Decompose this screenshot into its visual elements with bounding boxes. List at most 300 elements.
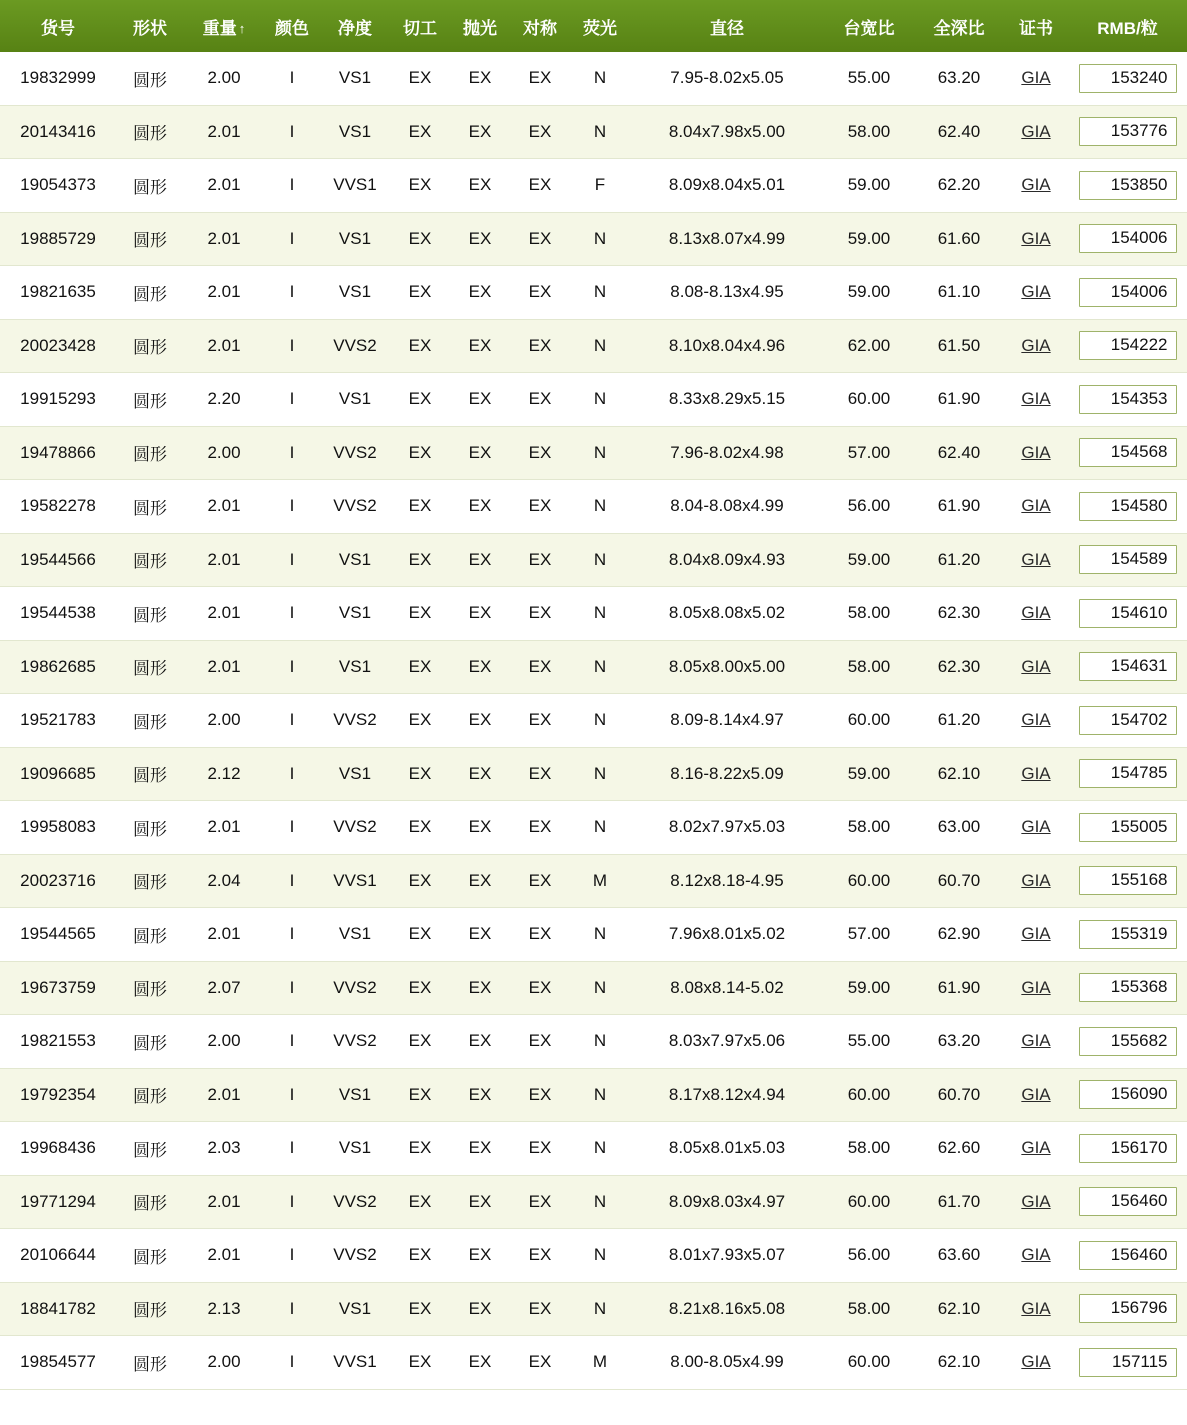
cell-weight: 2.01 — [184, 480, 264, 534]
cell-shape: 圆形 — [116, 854, 184, 908]
certificate-link[interactable]: GIA — [1021, 389, 1051, 409]
cell-table-pct: 56.00 — [824, 480, 914, 534]
cell-dimensions: 7.96-8.02x4.98 — [630, 426, 824, 480]
certificate-link[interactable]: GIA — [1021, 1245, 1051, 1265]
cell-fluorescence: F — [570, 159, 630, 213]
cell-depth-pct: 61.90 — [914, 961, 1004, 1015]
cell-symmetry: EX — [510, 854, 570, 908]
cell-certificate — [1004, 266, 1068, 320]
cell-symmetry: EX — [510, 747, 570, 801]
cell-id: 19544538 — [0, 587, 116, 641]
cell-color: I — [264, 52, 320, 105]
cell-price — [1068, 1229, 1187, 1283]
price-value: 154589 — [1079, 545, 1177, 574]
cell-cut: EX — [390, 1122, 450, 1176]
cell-cut: EX — [390, 426, 450, 480]
cell-fluorescence: N — [570, 1122, 630, 1176]
cell-symmetry: EX — [510, 1282, 570, 1336]
table-row[interactable] — [0, 747, 1187, 801]
cell-clarity: VVS1 — [320, 854, 390, 908]
certificate-link[interactable]: GIA — [1021, 710, 1051, 730]
cell-symmetry: EX — [510, 908, 570, 962]
column-header-color[interactable] — [264, 0, 320, 52]
certificate-link[interactable]: GIA — [1021, 870, 1051, 890]
cell-polish: EX — [450, 961, 510, 1015]
cell-symmetry: EX — [510, 694, 570, 748]
cell-cut: EX — [390, 908, 450, 962]
column-header-color-label: 颜色 — [275, 18, 309, 38]
cell-dimensions: 8.04x7.98x5.00 — [630, 105, 824, 159]
cell-fluorescence: N — [570, 1068, 630, 1122]
cell-shape: 圆形 — [116, 105, 184, 159]
cell-clarity: VS1 — [320, 105, 390, 159]
cell-depth-pct: 60.70 — [914, 1068, 1004, 1122]
cell-price — [1068, 961, 1187, 1015]
cell-price — [1068, 854, 1187, 908]
cell-dimensions: 8.17x8.12x4.94 — [630, 1068, 824, 1122]
cell-weight: 2.00 — [184, 1015, 264, 1069]
certificate-link[interactable]: GIA — [1021, 924, 1051, 944]
cell-fluorescence: N — [570, 640, 630, 694]
cell-certificate — [1004, 1122, 1068, 1176]
cell-clarity: VVS2 — [320, 1015, 390, 1069]
cell-fluorescence: N — [570, 480, 630, 534]
cell-id: 19673759 — [0, 961, 116, 1015]
cell-depth-pct: 61.70 — [914, 1175, 1004, 1229]
column-header-price-label: RMB/粒 — [1097, 18, 1158, 38]
cell-certificate — [1004, 373, 1068, 427]
column-header-fluorescence[interactable] — [570, 0, 630, 52]
cell-fluorescence: M — [570, 1336, 630, 1390]
cell-dimensions: 8.16-8.22x5.09 — [630, 747, 824, 801]
cell-polish: EX — [450, 1015, 510, 1069]
cell-price — [1068, 694, 1187, 748]
cell-cut: EX — [390, 1282, 450, 1336]
table-header — [0, 0, 1187, 52]
table-row[interactable] — [0, 961, 1187, 1015]
cell-clarity: VS1 — [320, 587, 390, 641]
cell-weight: 2.01 — [184, 319, 264, 373]
cell-weight: 2.01 — [184, 1068, 264, 1122]
cell-color: I — [264, 1282, 320, 1336]
cell-color: I — [264, 854, 320, 908]
cell-color: I — [264, 266, 320, 320]
cell-shape: 圆形 — [116, 640, 184, 694]
cell-fluorescence: N — [570, 105, 630, 159]
cell-depth-pct: 62.10 — [914, 1282, 1004, 1336]
cell-dimensions: 8.05x8.01x5.03 — [630, 1122, 824, 1176]
cell-symmetry: EX — [510, 640, 570, 694]
cell-certificate — [1004, 319, 1068, 373]
cell-fluorescence: N — [570, 1282, 630, 1336]
cell-table-pct: 55.00 — [824, 52, 914, 105]
table-row[interactable] — [0, 212, 1187, 266]
cell-shape: 圆形 — [116, 1282, 184, 1336]
cell-color: I — [264, 105, 320, 159]
column-header-symmetry[interactable] — [510, 0, 570, 52]
cell-dimensions: 8.05x8.08x5.02 — [630, 587, 824, 641]
certificate-link[interactable]: GIA — [1021, 763, 1051, 783]
cell-shape: 圆形 — [116, 373, 184, 427]
cell-polish: EX — [450, 319, 510, 373]
table-row[interactable] — [0, 373, 1187, 427]
cell-cut: EX — [390, 1336, 450, 1390]
cell-table-pct: 59.00 — [824, 266, 914, 320]
cell-certificate — [1004, 908, 1068, 962]
cell-polish: EX — [450, 640, 510, 694]
cell-shape: 圆形 — [116, 801, 184, 855]
price-value: 154353 — [1079, 385, 1177, 414]
cell-dimensions: 7.96x8.01x5.02 — [630, 908, 824, 962]
cell-color: I — [264, 1336, 320, 1390]
table-row[interactable] — [0, 52, 1187, 105]
cell-dimensions: 8.01x7.93x5.07 — [630, 1229, 824, 1283]
cell-symmetry: EX — [510, 105, 570, 159]
certificate-link[interactable]: GIA — [1021, 1084, 1051, 1104]
price-value: 154580 — [1079, 492, 1177, 521]
cell-color: I — [264, 1015, 320, 1069]
cell-clarity: VVS2 — [320, 694, 390, 748]
sort-ascending-icon: ↑ — [238, 20, 246, 36]
table-row[interactable] — [0, 1175, 1187, 1229]
table-row[interactable] — [0, 105, 1187, 159]
cell-depth-pct: 62.90 — [914, 908, 1004, 962]
certificate-link[interactable]: GIA — [1021, 1352, 1051, 1372]
header-row — [0, 0, 1187, 52]
cell-id: 19968436 — [0, 1122, 116, 1176]
cell-color: I — [264, 908, 320, 962]
cell-depth-pct: 62.40 — [914, 426, 1004, 480]
cell-table-pct: 60.00 — [824, 1175, 914, 1229]
cell-dimensions: 8.04-8.08x4.99 — [630, 480, 824, 534]
certificate-link[interactable]: GIA — [1021, 1191, 1051, 1211]
column-header-weight-label: 重量 — [202, 18, 237, 38]
cell-depth-pct: 61.50 — [914, 319, 1004, 373]
cell-clarity: VVS2 — [320, 961, 390, 1015]
cell-symmetry: EX — [510, 52, 570, 105]
cell-table-pct: 57.00 — [824, 908, 914, 962]
certificate-link[interactable]: GIA — [1021, 442, 1051, 462]
price-value: 155319 — [1079, 920, 1177, 949]
cell-dimensions: 8.13x8.07x4.99 — [630, 212, 824, 266]
certificate-link[interactable]: GIA — [1021, 335, 1051, 355]
table-row[interactable] — [0, 1015, 1187, 1069]
cell-table-pct: 60.00 — [824, 694, 914, 748]
cell-cut: EX — [390, 747, 450, 801]
cell-color: I — [264, 319, 320, 373]
price-value: 156460 — [1079, 1241, 1177, 1270]
table-row[interactable] — [0, 694, 1187, 748]
cell-certificate — [1004, 854, 1068, 908]
price-value: 154568 — [1079, 438, 1177, 467]
table-row[interactable] — [0, 533, 1187, 587]
table-row[interactable] — [0, 1068, 1187, 1122]
table-row[interactable] — [0, 1122, 1187, 1176]
cell-symmetry: EX — [510, 587, 570, 641]
cell-weight: 2.13 — [184, 1282, 264, 1336]
cell-id: 19885729 — [0, 212, 116, 266]
table-row[interactable] — [0, 159, 1187, 213]
cell-weight: 2.01 — [184, 159, 264, 213]
price-value: 154702 — [1079, 706, 1177, 735]
table-row[interactable] — [0, 1282, 1187, 1336]
cell-table-pct: 58.00 — [824, 801, 914, 855]
cell-price — [1068, 426, 1187, 480]
cell-cut: EX — [390, 159, 450, 213]
table-row[interactable] — [0, 640, 1187, 694]
cell-depth-pct: 60.70 — [914, 854, 1004, 908]
cell-dimensions: 8.09x8.04x5.01 — [630, 159, 824, 213]
cell-color: I — [264, 747, 320, 801]
table-row[interactable] — [0, 854, 1187, 908]
column-header-depth-pct[interactable] — [914, 0, 1004, 52]
cell-clarity: VS1 — [320, 52, 390, 105]
cell-price — [1068, 1015, 1187, 1069]
certificate-link[interactable]: GIA — [1021, 603, 1051, 623]
cell-clarity: VS1 — [320, 1282, 390, 1336]
cell-weight: 2.00 — [184, 1336, 264, 1390]
cell-shape: 圆形 — [116, 319, 184, 373]
certificate-link[interactable]: GIA — [1021, 228, 1051, 248]
cell-fluorescence: N — [570, 373, 630, 427]
price-value: 156460 — [1079, 1187, 1177, 1216]
cell-polish: EX — [450, 1229, 510, 1283]
cell-price — [1068, 1282, 1187, 1336]
cell-symmetry: EX — [510, 533, 570, 587]
cell-dimensions: 8.08-8.13x4.95 — [630, 266, 824, 320]
cell-id: 19792354 — [0, 1068, 116, 1122]
table-row[interactable] — [0, 908, 1187, 962]
cell-polish: EX — [450, 801, 510, 855]
cell-price — [1068, 640, 1187, 694]
cell-cut: EX — [390, 854, 450, 908]
certificate-link[interactable]: GIA — [1021, 1298, 1051, 1318]
cell-dimensions: 8.10x8.04x4.96 — [630, 319, 824, 373]
table-row[interactable] — [0, 1229, 1187, 1283]
certificate-link[interactable]: GIA — [1021, 1138, 1051, 1158]
cell-weight: 2.00 — [184, 426, 264, 480]
cell-cut: EX — [390, 1175, 450, 1229]
certificate-link[interactable]: GIA — [1021, 1031, 1051, 1051]
cell-symmetry: EX — [510, 801, 570, 855]
table-row[interactable] — [0, 480, 1187, 534]
certificate-link[interactable]: GIA — [1021, 68, 1051, 88]
price-value: 154785 — [1079, 759, 1177, 788]
certificate-link[interactable]: GIA — [1021, 656, 1051, 676]
cell-polish: EX — [450, 587, 510, 641]
cell-weight: 2.12 — [184, 747, 264, 801]
cell-weight: 2.07 — [184, 961, 264, 1015]
cell-clarity: VVS2 — [320, 1175, 390, 1229]
cell-cut: EX — [390, 319, 450, 373]
column-header-certificate[interactable] — [1004, 0, 1068, 52]
cell-color: I — [264, 426, 320, 480]
cell-dimensions: 8.21x8.16x5.08 — [630, 1282, 824, 1336]
certificate-link[interactable]: GIA — [1021, 549, 1051, 569]
cell-depth-pct: 62.10 — [914, 1336, 1004, 1390]
cell-certificate — [1004, 480, 1068, 534]
certificate-link[interactable]: GIA — [1021, 817, 1051, 837]
cell-depth-pct: 61.60 — [914, 212, 1004, 266]
column-header-dimensions[interactable] — [630, 0, 824, 52]
cell-color: I — [264, 1175, 320, 1229]
cell-certificate — [1004, 1068, 1068, 1122]
cell-clarity: VS1 — [320, 266, 390, 320]
table-row[interactable] — [0, 426, 1187, 480]
cell-id: 19054373 — [0, 159, 116, 213]
cell-id: 19478866 — [0, 426, 116, 480]
cell-dimensions: 8.02x7.97x5.03 — [630, 801, 824, 855]
cell-depth-pct: 63.20 — [914, 52, 1004, 105]
cell-symmetry: EX — [510, 319, 570, 373]
price-value: 154631 — [1079, 652, 1177, 681]
table-row[interactable] — [0, 1336, 1187, 1390]
table-row[interactable] — [0, 266, 1187, 320]
cell-weight: 2.01 — [184, 801, 264, 855]
cell-depth-pct: 62.20 — [914, 159, 1004, 213]
cell-shape: 圆形 — [116, 694, 184, 748]
cell-color: I — [264, 480, 320, 534]
cell-polish: EX — [450, 747, 510, 801]
cell-fluorescence: N — [570, 747, 630, 801]
cell-fluorescence: N — [570, 587, 630, 641]
cell-certificate — [1004, 1282, 1068, 1336]
cell-symmetry: EX — [510, 1175, 570, 1229]
cell-shape: 圆形 — [116, 587, 184, 641]
certificate-link[interactable]: GIA — [1021, 496, 1051, 516]
cell-clarity: VVS2 — [320, 319, 390, 373]
price-value: 156170 — [1079, 1134, 1177, 1163]
cell-price — [1068, 1122, 1187, 1176]
cell-dimensions: 7.95-8.02x5.05 — [630, 52, 824, 105]
cell-id: 19771294 — [0, 1175, 116, 1229]
cell-price — [1068, 1175, 1187, 1229]
cell-depth-pct: 62.10 — [914, 747, 1004, 801]
column-header-cut[interactable] — [390, 0, 450, 52]
cell-table-pct: 59.00 — [824, 159, 914, 213]
cell-certificate — [1004, 212, 1068, 266]
cell-weight: 2.01 — [184, 908, 264, 962]
certificate-link[interactable]: GIA — [1021, 282, 1051, 302]
cell-table-pct: 58.00 — [824, 105, 914, 159]
certificate-link[interactable]: GIA — [1021, 175, 1051, 195]
column-header-shape-label: 形状 — [133, 18, 167, 38]
cell-color: I — [264, 533, 320, 587]
column-header-table-pct[interactable] — [824, 0, 914, 52]
cell-certificate — [1004, 1175, 1068, 1229]
cell-table-pct: 59.00 — [824, 747, 914, 801]
cell-price — [1068, 52, 1187, 105]
cell-clarity: VVS1 — [320, 159, 390, 213]
certificate-link[interactable]: GIA — [1021, 121, 1051, 141]
cell-weight: 2.01 — [184, 640, 264, 694]
cell-polish: EX — [450, 373, 510, 427]
cell-weight: 2.01 — [184, 266, 264, 320]
cell-cut: EX — [390, 52, 450, 105]
cell-weight: 2.00 — [184, 694, 264, 748]
price-value: 155682 — [1079, 1027, 1177, 1056]
column-header-clarity[interactable] — [320, 0, 390, 52]
cell-certificate — [1004, 1229, 1068, 1283]
cell-polish: EX — [450, 212, 510, 266]
cell-id: 19096685 — [0, 747, 116, 801]
cell-color: I — [264, 1122, 320, 1176]
certificate-link[interactable]: GIA — [1021, 977, 1051, 997]
cell-table-pct: 58.00 — [824, 640, 914, 694]
cell-certificate — [1004, 533, 1068, 587]
cell-shape: 圆形 — [116, 159, 184, 213]
column-header-dimensions-label: 直径 — [710, 18, 744, 38]
cell-certificate — [1004, 640, 1068, 694]
cell-polish: EX — [450, 854, 510, 908]
cell-certificate — [1004, 426, 1068, 480]
cell-depth-pct: 63.60 — [914, 1229, 1004, 1283]
cell-polish: EX — [450, 159, 510, 213]
cell-table-pct: 57.00 — [824, 426, 914, 480]
cell-certificate — [1004, 159, 1068, 213]
cell-shape: 圆形 — [116, 961, 184, 1015]
cell-shape: 圆形 — [116, 1015, 184, 1069]
column-header-shape[interactable] — [116, 0, 184, 52]
cell-clarity: VS1 — [320, 533, 390, 587]
cell-depth-pct: 62.40 — [914, 105, 1004, 159]
cell-fluorescence: N — [570, 533, 630, 587]
cell-cut: EX — [390, 801, 450, 855]
cell-fluorescence: N — [570, 908, 630, 962]
cell-depth-pct: 61.20 — [914, 694, 1004, 748]
price-value: 153850 — [1079, 171, 1177, 200]
cell-table-pct: 59.00 — [824, 961, 914, 1015]
cell-price — [1068, 747, 1187, 801]
cell-weight: 2.00 — [184, 52, 264, 105]
table-body — [0, 52, 1187, 1389]
cell-polish: EX — [450, 1175, 510, 1229]
table-row[interactable] — [0, 801, 1187, 855]
cell-certificate — [1004, 1015, 1068, 1069]
cell-price — [1068, 1068, 1187, 1122]
table-row[interactable] — [0, 587, 1187, 641]
column-header-weight[interactable] — [184, 0, 264, 52]
cell-fluorescence: N — [570, 266, 630, 320]
cell-shape: 圆形 — [116, 1336, 184, 1390]
cell-table-pct: 60.00 — [824, 1336, 914, 1390]
cell-shape: 圆形 — [116, 908, 184, 962]
cell-table-pct: 58.00 — [824, 1122, 914, 1176]
cell-symmetry: EX — [510, 212, 570, 266]
cell-depth-pct: 62.30 — [914, 587, 1004, 641]
cell-cut: EX — [390, 1068, 450, 1122]
cell-price — [1068, 533, 1187, 587]
cell-polish: EX — [450, 1122, 510, 1176]
cell-polish: EX — [450, 266, 510, 320]
cell-symmetry: EX — [510, 1122, 570, 1176]
column-header-polish[interactable] — [450, 0, 510, 52]
cell-weight: 2.03 — [184, 1122, 264, 1176]
cell-clarity: VVS2 — [320, 1229, 390, 1283]
cell-id: 19958083 — [0, 801, 116, 855]
cell-cut: EX — [390, 640, 450, 694]
cell-shape: 圆形 — [116, 212, 184, 266]
column-header-price[interactable] — [1068, 0, 1187, 52]
column-header-id[interactable] — [0, 0, 116, 52]
cell-depth-pct: 63.20 — [914, 1015, 1004, 1069]
cell-id: 20143416 — [0, 105, 116, 159]
cell-shape: 圆形 — [116, 533, 184, 587]
cell-symmetry: EX — [510, 426, 570, 480]
cell-color: I — [264, 373, 320, 427]
cell-clarity: VS1 — [320, 1068, 390, 1122]
table-row[interactable] — [0, 319, 1187, 373]
